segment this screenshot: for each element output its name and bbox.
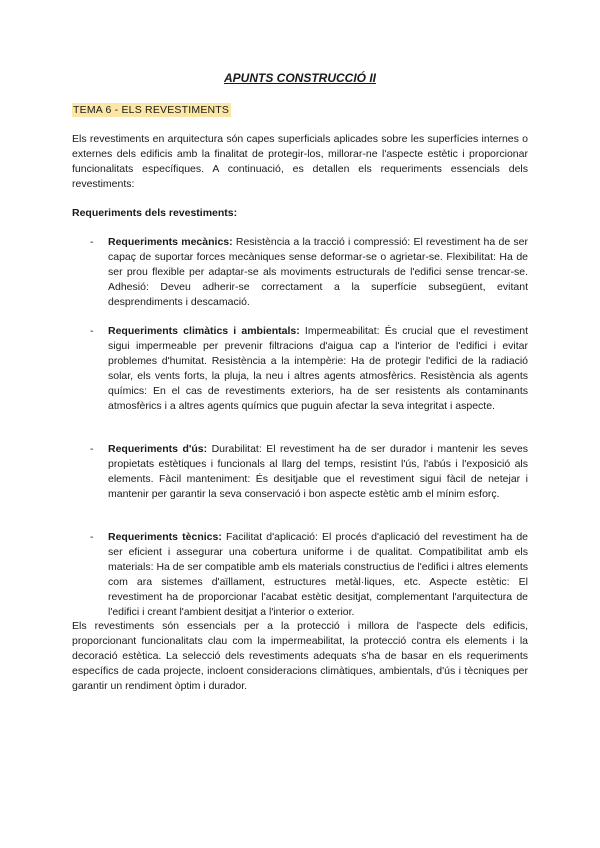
requirement-label: Requeriments mecànics: — [108, 236, 233, 248]
requirement-label: Requeriments d'ús: — [108, 443, 208, 455]
requirements-heading: Requeriments dels revestiments: — [72, 207, 238, 219]
bullet-dash: - — [90, 236, 94, 248]
intro-paragraph: Els revestiments en arquitectura són capes superficials aplicades sobre les superfícies internes o externes dels edificis amb la finalitat de protegir-los, millorar-ne l'aspecte estètic i proporcionar funcionalitats específiques. A continuació, es detallen els requeriments essencials dels revestiments: — [72, 133, 528, 191]
list-item — [90, 442, 528, 502]
closing-paragraph: Els revestiments són essencials per a la protecció i millora de l'aspecte dels edificis, proporcionant funcionalitats clau com la impermeabilitat, la protecció contra els elements i la decoració estètica. La selecció dels revestiments adequats s'ha de basar en els requeriments específics de cada projecte, incloent consideracions climàtiques, ambientals, d'ús i tècniques per garantir un rendiment òptim i durador. — [72, 620, 528, 693]
requirement-label: Requeriments tècnics: — [108, 531, 222, 543]
requirement-label: Requeriments climàtics i ambientals: — [108, 325, 300, 337]
requirement-text: Impermeabilitat: És crucial que el revestiment sigui impermeable per prevenir filtracions d'aigua cap a l'interior de l'edifici i evitar problemes d'humitat. Resistència a la intempèrie: Ha de protegir l'edifici de la radiació solar, els vents forts, la pluja, la neu i altres agents atmosfèrics. Resistència als agents químics: En el cas de revestiments exteriors, ha de ser resistents als contaminants atmosfèrics i a altres agents químics que puguin afectar la seva integritat i aspecte. — [108, 325, 528, 413]
requirement-text: Resistència a la tracció i compressió: El revestiment ha de ser capaç de suportar forces mecàniques sense deformar-se o agrietar-se. Flexibilitat: Ha de ser prou flexible per adaptar-se als moviments estructurals de l'edifici sense trencar-se. Adhesió: Deveu adherir-se correctament a la superfície subsegüent, evitant desprendiments i descamació. — [108, 236, 528, 309]
list-item — [90, 235, 528, 310]
document-title: APUNTS CONSTRUCCIÓ II — [223, 71, 376, 85]
bullet-dash: - — [90, 325, 94, 337]
bullet-dash: - — [90, 443, 94, 455]
list-item — [90, 530, 528, 621]
topic-heading: TEMA 6 - ELS REVESTIMENTS — [73, 104, 230, 116]
list-item — [90, 324, 528, 415]
requirement-text: Durabilitat: El revestiment ha de ser durador i mantenir les seves propietats estètiques i funcionals al llarg del temps, resistint l'ús, l'abús i l'exposició als elements. Fàcil manteniment: És desitjable que el revestiment sigui fàcil de netejar i mantenir per garantir la seva conservació i bon aspecte estètic amb el mínim esforç. — [108, 443, 528, 501]
requirement-text: Facilitat d'aplicació: El procés d'aplicació del revestiment ha de ser eficient i assegurar una cobertura uniforme i de qualitat. Compatibilitat amb els materials: Ha de ser compatible amb els materials constructius de l'edifici i altres elements com ara sistemes d'aïllament, estructures metàl·liques, etc. Aspecte estètic: El revestiment ha de proporcionar l'acabat estètic desitjat, complementant l'arquitectura de l'edifici i creant l'ambient desitjat a l'interior o exterior. — [108, 531, 529, 619]
bullet-dash: - — [90, 531, 94, 543]
